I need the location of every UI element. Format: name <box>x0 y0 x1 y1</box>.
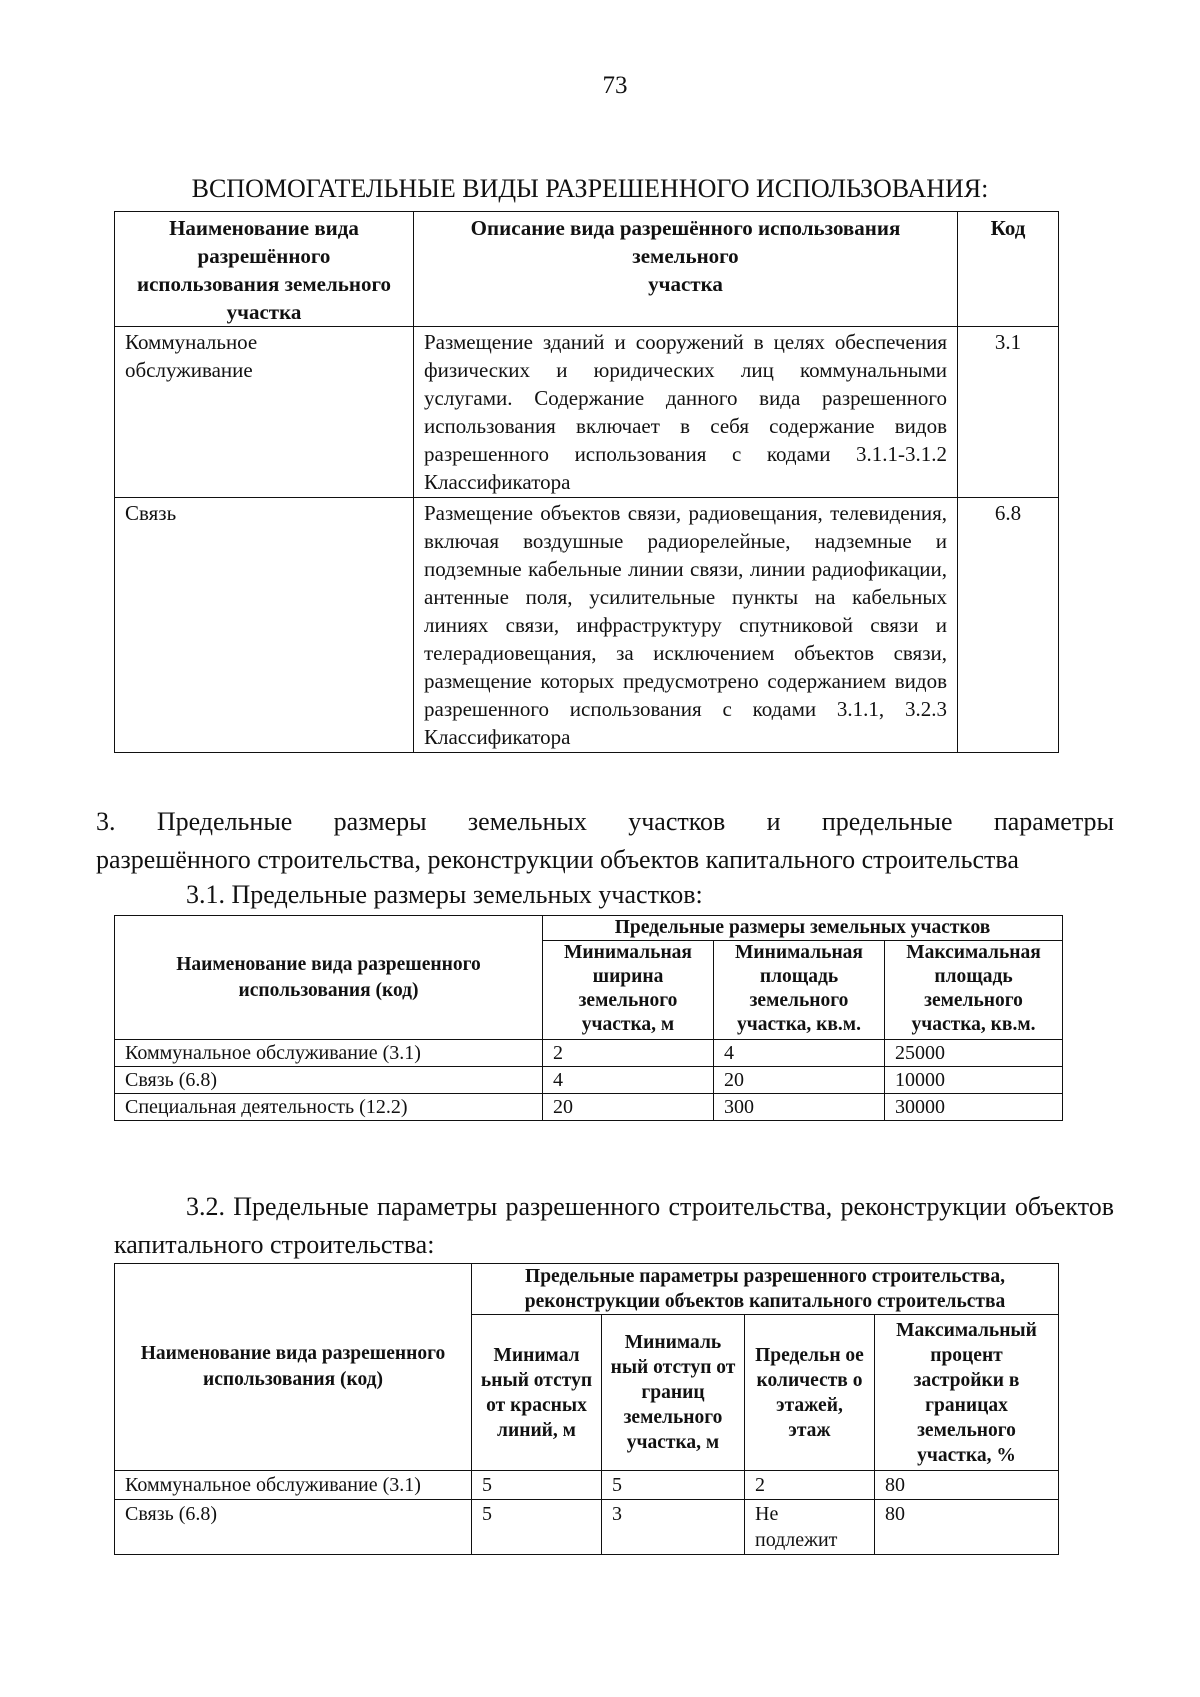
row-floors: 2 <box>745 1471 875 1500</box>
row-code: 6.8 <box>958 498 1059 753</box>
header-code: Код <box>958 212 1059 327</box>
table-row <box>115 1067 1063 1094</box>
row-name: Коммунальное обслуживание <box>115 327 414 498</box>
header-description-line3: участка <box>648 272 723 296</box>
row-min-width: 20 <box>543 1094 714 1121</box>
header-group: Предельные размеры земельных участков <box>543 916 1063 941</box>
auxiliary-uses-table <box>114 211 1059 753</box>
page-number: 73 <box>602 72 628 99</box>
row-floors: Не подлежит <box>745 1500 875 1555</box>
table-row <box>115 1040 1063 1067</box>
header-description <box>414 212 958 327</box>
table-header-row <box>115 212 1059 327</box>
header-description-line2: земельного <box>632 244 739 268</box>
row-coverage: 80 <box>875 1471 1059 1500</box>
row-description: Размещение зданий и сооружений в целях обеспечения физических и юридических лиц коммунальными услугами. Содержание данного вида разрешенного использования включает в себя содержание видов разрешенного использования с кодами 3.1.1-3.1.2 Классификатора <box>414 327 958 498</box>
table-row <box>115 327 1059 498</box>
header-name: Наименование вида разрешённого использования земельного участка <box>115 212 414 327</box>
header-min-width: Минимальная ширина земельного участка, м <box>543 941 714 1040</box>
section-title: ВСПОМОГАТЕЛЬНЫЕ ВИДЫ РАЗРЕШЕННОГО ИСПОЛЬЗОВАНИЯ: <box>191 174 989 203</box>
row-setback-border: 5 <box>602 1471 745 1500</box>
row-code: 3.1 <box>958 327 1059 498</box>
row-min-width: 2 <box>543 1040 714 1067</box>
header-setback-red: Минимал ьный отступ от красных линий, м <box>472 1315 602 1471</box>
header-coverage: Максимальный процент застройки в границах земельного участка, % <box>875 1315 1059 1471</box>
construction-parameters-table <box>114 1263 1059 1555</box>
row-name: Связь <box>115 498 414 753</box>
row-min-width: 4 <box>543 1067 714 1094</box>
row-min-area: 300 <box>714 1094 885 1121</box>
table-header-row <box>115 1264 1059 1315</box>
row-description: Размещение объектов связи, радиовещания, телевидения, включая воздушные радиорелейные, надземные и подземные кабельные линии связи, линии радиофикации, антенные поля, усилительные пункты на кабельных линиях связи, инфраструктуру спутниковой связи и телерадиовещания, за исключением объектов связи, размещение которых предусмотрено содержанием видов разрешенного использования с кодами 3.1.1, 3.2.3 Классификатора <box>414 498 958 753</box>
row-setback-red: 5 <box>472 1471 602 1500</box>
header-name: Наименование вида разрешенного использования (код) <box>115 1264 472 1471</box>
header-group: Предельные параметры разрешенного строительства, реконструкции объектов капитального строительства <box>472 1264 1059 1315</box>
row-name: Коммунальное обслуживание (3.1) <box>115 1040 543 1067</box>
row-max-area: 25000 <box>885 1040 1063 1067</box>
header-max-area: Максимальная площадь земельного участка, кв.м. <box>885 941 1063 1040</box>
row-setback-red: 5 <box>472 1500 602 1555</box>
table-row <box>115 1094 1063 1121</box>
table-row <box>115 1471 1059 1500</box>
row-max-area: 30000 <box>885 1094 1063 1121</box>
row-min-area: 20 <box>714 1067 885 1094</box>
table-row <box>115 498 1059 753</box>
row-name: Коммунальное обслуживание (3.1) <box>115 1471 472 1500</box>
header-floors: Предельн ое количеств о этажей, этаж <box>745 1315 875 1471</box>
table-header-row <box>115 916 1063 941</box>
table-row <box>115 1500 1059 1555</box>
section32-heading: 3.2. Предельные параметры разрешенного строительства, реконструкции объектов капитального строительства: <box>114 1192 1114 1259</box>
row-min-area: 4 <box>714 1040 885 1067</box>
row-coverage: 80 <box>875 1500 1059 1555</box>
header-min-area: Минимальная площадь земельного участка, кв.м. <box>714 941 885 1040</box>
section3-heading-line2: разрешённого строительства, реконструкции объектов капитального строительства <box>96 845 1019 874</box>
row-name: Связь (6.8) <box>115 1067 543 1094</box>
section31-heading: 3.1. Предельные размеры земельных участков: <box>186 880 703 909</box>
header-description-line1: Описание вида разрешённого использования <box>470 216 901 240</box>
header-setback-border: Минималь ный отступ от границ земельного участка, м <box>602 1315 745 1471</box>
row-name: Связь (6.8) <box>115 1500 472 1555</box>
plot-size-limits-table <box>114 915 1063 1121</box>
section3-heading-line1: 3. Предельные размеры земельных участков и предельные параметры <box>96 807 1114 836</box>
row-max-area: 10000 <box>885 1067 1063 1094</box>
header-name: Наименование вида разрешенного использования (код) <box>115 916 543 1040</box>
row-setback-border: 3 <box>602 1500 745 1555</box>
row-name: Специальная деятельность (12.2) <box>115 1094 543 1121</box>
